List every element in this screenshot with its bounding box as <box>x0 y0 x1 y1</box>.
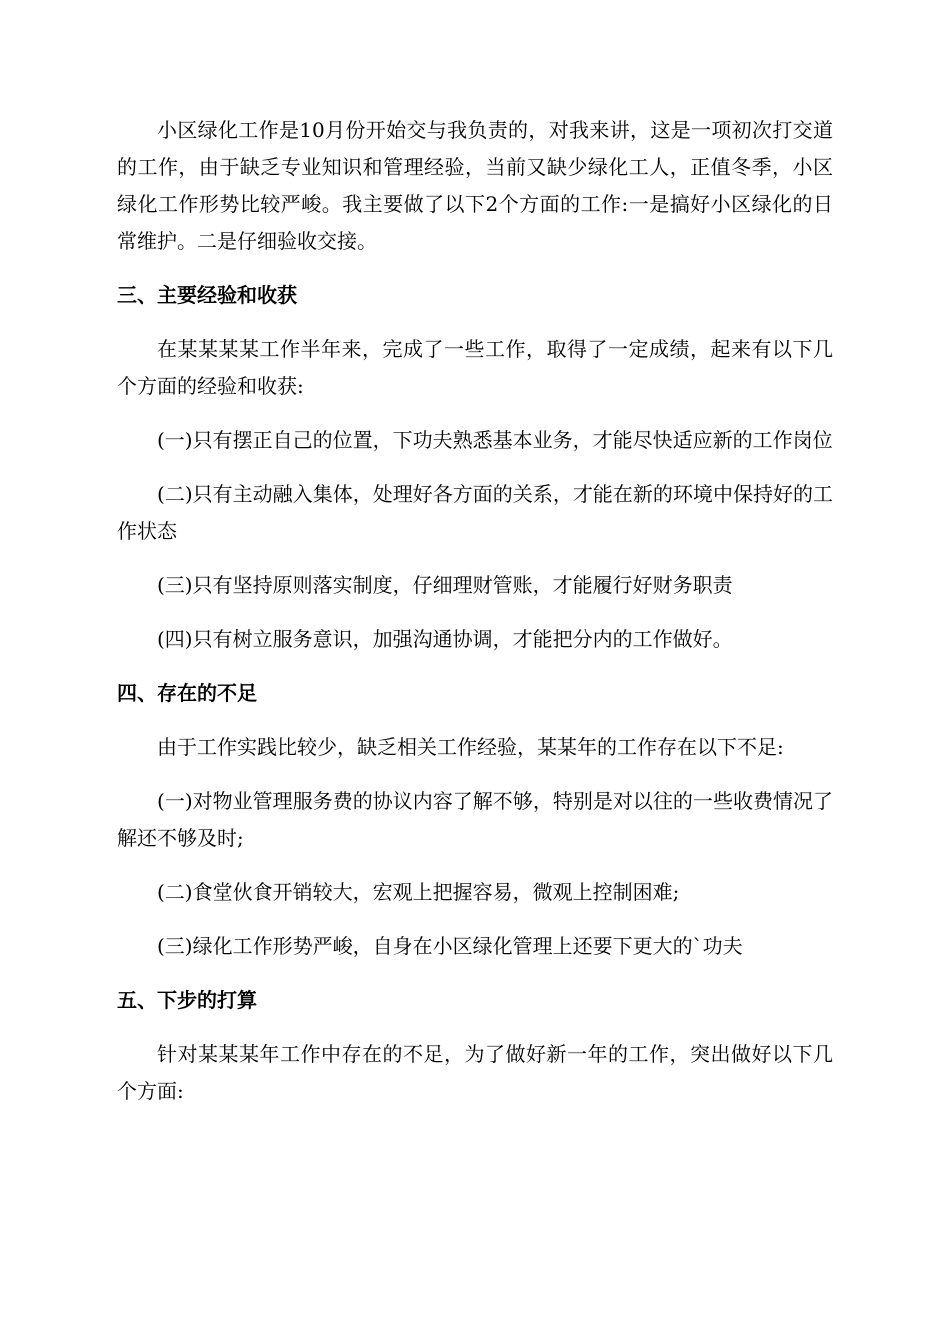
section-heading-plans: 五、下步的打算 <box>117 988 257 1012</box>
list-item: (三)只有坚持原则落实制度，仔细理财管账，才能履行好财务职责 <box>157 573 733 597</box>
list-item: (一)只有摆正自己的位置，下功夫熟悉基本业务，才能尽快适应新的工作岗位 <box>157 428 833 452</box>
paragraph-plans-intro: 针对某某某年工作中存在的不足，为了做好新一年的工作，突出做好以下几个方面: <box>117 1042 833 1103</box>
section-heading-shortcomings: 四、存在的不足 <box>117 681 257 705</box>
list-item: (二)只有主动融入集体，处理好各方面的关系，才能在新的环境中保持好的工作状态 <box>117 482 833 543</box>
paragraph-greening-work: 小区绿化工作是10月份开始交与我负责的，对我来讲，这是一项初次打交道的工作，由于缺乏专业知识和管理经验，当前又缺少绿化工人，正值冬季，小区绿化工作形势比较严峻。我主要做了以下2个方面的工作:一是搞好小区绿化的日常维护。二是仔细验收交接。 <box>117 118 833 253</box>
list-item: (三)绿化工作形势严峻，自身在小区绿化管理上还要下更大的`功夫 <box>157 934 743 958</box>
document-page <box>117 112 833 1127</box>
paragraph-experience-intro: 在某某某某工作半年来，完成了一些工作，取得了一定成绩，起来有以下几个方面的经验和收获: <box>117 337 833 398</box>
list-item: (四)只有树立服务意识，加强沟通协调，才能把分内的工作做好。 <box>157 627 733 651</box>
section-heading-experience: 三、主要经验和收获 <box>117 283 297 307</box>
paragraph-shortcomings-intro: 由于工作实践比较少，缺乏相关工作经验，某某年的工作存在以下不足: <box>157 735 784 759</box>
list-item: (一)对物业管理服务费的协议内容了解不够，特别是对以往的一些收费情况了解还不够及时; <box>117 789 833 850</box>
list-item: (二)食堂伙食开销较大，宏观上把握容易，微观上控制困难; <box>157 880 680 904</box>
